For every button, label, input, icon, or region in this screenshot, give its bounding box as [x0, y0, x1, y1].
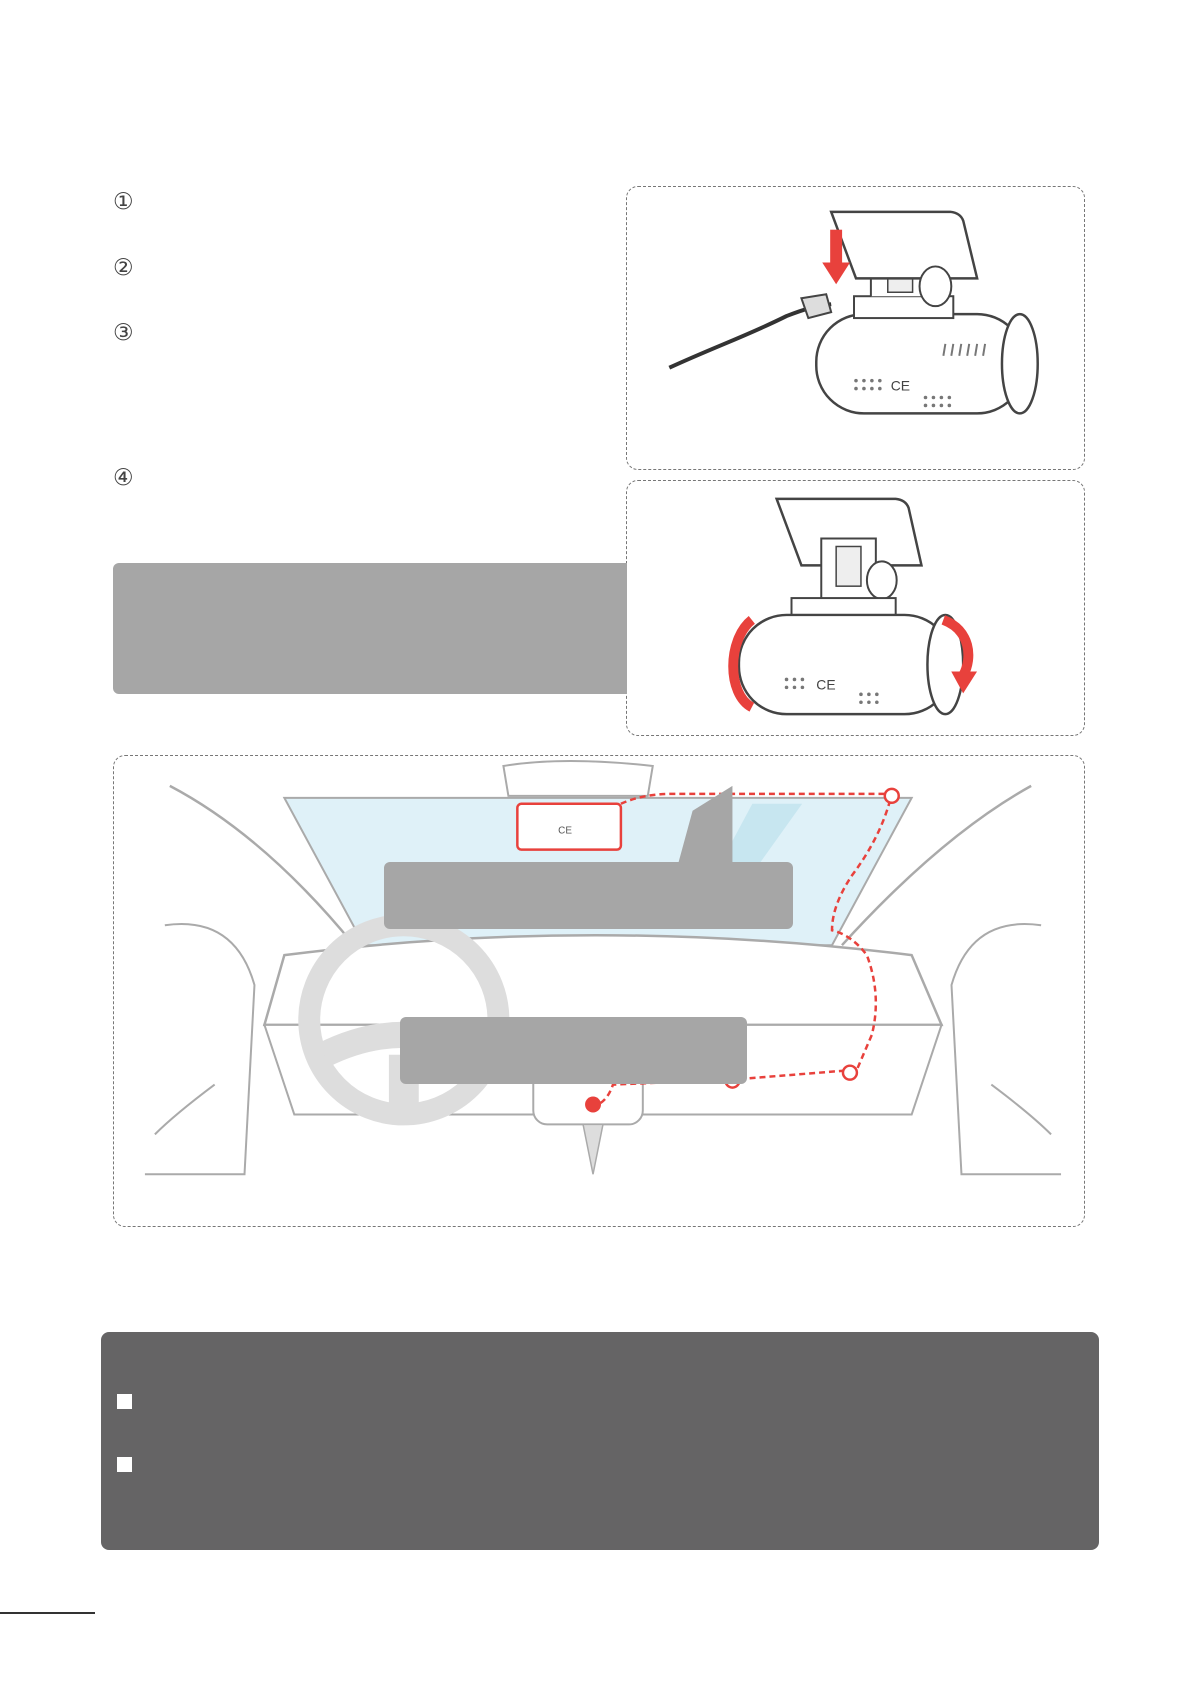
dashboard-callout — [400, 1017, 747, 1084]
step-1-marker: ① — [113, 188, 134, 214]
car-interior-cable-route-icon — [114, 756, 1084, 1226]
footer-rule — [0, 1612, 95, 1614]
svg-text:CE: CE — [890, 377, 911, 394]
svg-text:CE: CE — [558, 825, 572, 837]
step-4-marker: ④ — [113, 464, 134, 490]
step-2-marker: ② — [113, 254, 134, 280]
mount-illustration-panel — [626, 186, 1085, 470]
camera-rotate-icon — [627, 481, 1084, 735]
step-3-marker: ③ — [113, 319, 134, 345]
square-bullet-icon — [117, 1457, 132, 1472]
note-box — [113, 563, 627, 694]
rotate-illustration-panel — [626, 480, 1085, 736]
caution-box — [101, 1332, 1099, 1550]
svg-text:CE: CE — [816, 676, 836, 693]
camera-mount-insert-icon — [627, 187, 1084, 469]
car-illustration-panel — [113, 755, 1085, 1227]
windshield-callout — [384, 862, 793, 929]
square-bullet-icon — [117, 1394, 132, 1409]
